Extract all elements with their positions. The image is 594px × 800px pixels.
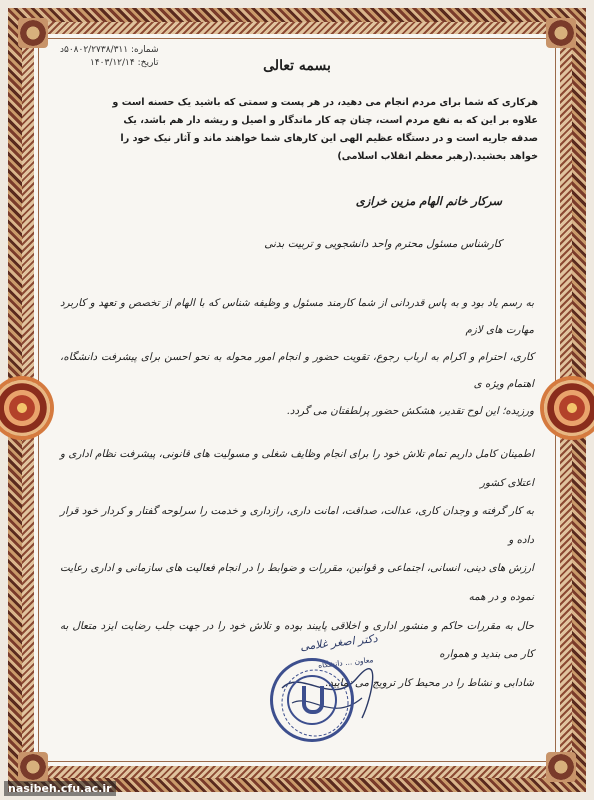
date-label: تاریخ:	[137, 58, 159, 68]
number-value: ۵۰۸۰۲/۲۷۳۸/۳۱۱د	[60, 45, 129, 55]
appreciation-paragraph	[60, 290, 534, 425]
certificate-content	[52, 44, 542, 756]
quote-line: علاوه بر این که به نفع مردم است، چنان چه کار ماندگار و اصیل و ریشه دار هم باشد، یک	[123, 115, 538, 126]
seal-emblem-icon	[302, 686, 324, 714]
date-value: ۱۴۰۳/۱۲/۱۴	[89, 58, 135, 68]
corner-ornament-icon	[18, 18, 48, 48]
corner-ornament-icon	[18, 752, 48, 782]
paragraph-line: ورزیده؛ این لوح تقدیر، هشکش حضور پرلطفتان می گردد.	[286, 405, 534, 417]
signature-block	[262, 628, 382, 748]
leader-quote	[58, 94, 538, 166]
right-medallion-icon	[544, 380, 594, 436]
paragraph-line: شادابی و نشاط را در محیط کار ترویج می نمایید.	[325, 676, 534, 689]
quote-line: خواهد بخشید.(رهبر معظم انقلاب اسلامی)	[337, 151, 538, 162]
paragraph-line: اطمینان کامل داریم تمام تلاش خود را برای انجام وظایف شغلی و مسولیت های قانونی، پیشرفت نظام اداری و اعتلای کشور	[60, 448, 534, 489]
document-number	[60, 44, 159, 57]
paragraph-line: حال به مقررات حاکم و منشور اداری و اخلاقی پایبند بوده و تلاش خود را در جهت جلب رضایت ایزد متعال به کار می بندید و همواره	[60, 619, 534, 661]
paragraph-line: کاری، احترام و اکرام به ارباب رجوع، تقویت حضور و انجام امور محوله به نحو احسن برای پیشرفت دانشگاه، اهتمام ویژه ی	[60, 351, 534, 390]
seal-inner-ring	[287, 675, 337, 725]
paragraph-line: به کار گرفته و وجدان کاری، عدالت، صداقت، امانت داری، رازداری و خدمت را سرلوحه گفتار و کردار خود قرار داده و	[60, 505, 534, 546]
paragraph-line: به رسم یاد بود و به پاس قدردانی از شما کارمند مسئول و وظیفه شناس که با الهام از تخصص و تعهد و کاربرد مهارت های لازم	[60, 297, 534, 336]
number-label: شماره:	[130, 45, 159, 55]
paragraph-line: ارزش های دینی، انسانی، اجتماعی و قوانین، مقررات و ضوابط را در انجام فعالیت های سازمانی و اداری رعایت نموده و در همه	[60, 562, 534, 603]
corner-ornament-icon	[546, 752, 576, 782]
signatory-name: دکتر اصغر غلامی	[299, 631, 379, 654]
signatory-title: معاون ... دانشگاه	[318, 655, 375, 670]
official-seal-icon	[270, 658, 354, 742]
site-watermark: nasibeh.cfu.ac.ir	[4, 781, 116, 796]
quote-line: هرکاری که شما برای مردم انجام می دهید، در هر پست و سمتی که باشید یک حسنه است و	[112, 97, 538, 108]
quote-line: صدقه جاریه است و در دستگاه عظیم الهی این کارهای شما خواهند ماند و آثار نیک خود را	[120, 133, 538, 144]
basmala-heading: بسمه تعالی	[263, 58, 331, 74]
recipient-position: کارشناس مسئول محترم واحد دانشجویی و تربیت بدنی	[264, 238, 502, 250]
corner-ornament-icon	[546, 18, 576, 48]
recipient-salutation: سرکار خانم الهام مزین خرازی	[355, 194, 502, 208]
